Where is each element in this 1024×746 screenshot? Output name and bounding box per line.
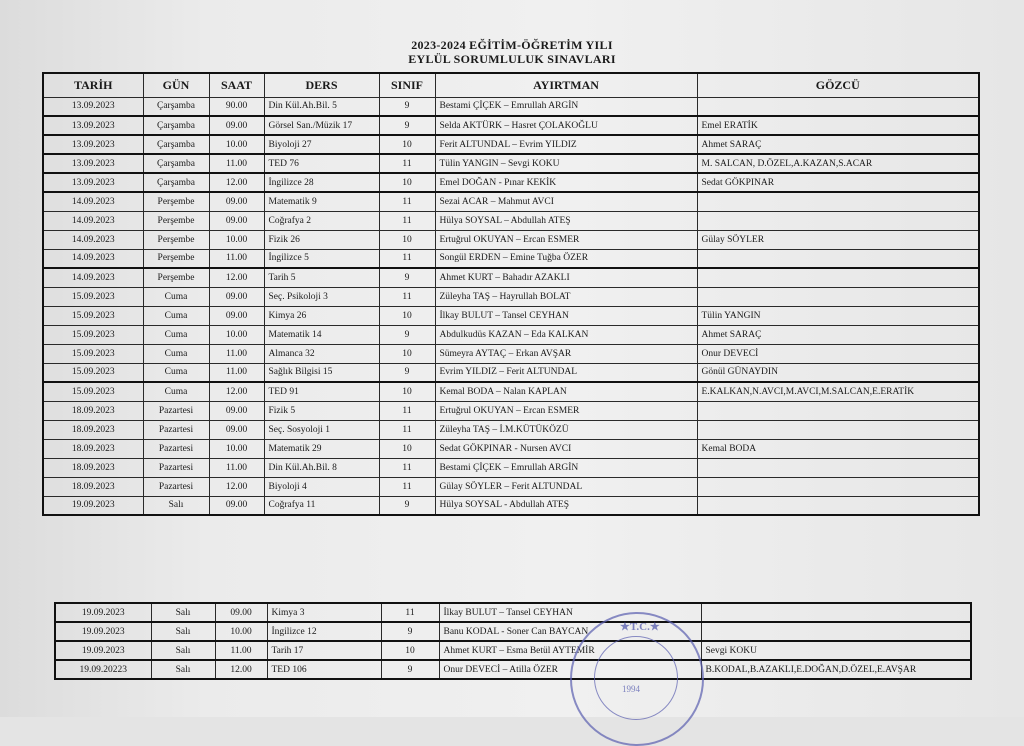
cell-gozcu xyxy=(697,496,979,515)
cell-saat: 09.00 xyxy=(209,287,264,306)
cell-saat: 09.00 xyxy=(209,211,264,230)
cell-gozcu: Sevgi KOKU xyxy=(701,641,971,660)
cell-sinif: 11 xyxy=(379,401,435,420)
cell-sinif: 11 xyxy=(379,458,435,477)
cell-ayirtman: Kemal BODA – Nalan KAPLAN xyxy=(435,382,697,401)
cell-gozcu: Ahmet SARAÇ xyxy=(697,135,979,154)
cell-tarih: 14.09.2023 xyxy=(43,230,143,249)
header-gun: GÜN xyxy=(143,73,209,97)
cell-gun: Perşembe xyxy=(143,211,209,230)
cell-tarih: 15.09.2023 xyxy=(43,306,143,325)
cell-sinif: 11 xyxy=(379,154,435,173)
cell-gun: Cuma xyxy=(143,287,209,306)
cell-gun: Cuma xyxy=(143,306,209,325)
cell-tarih: 13.09.2023 xyxy=(43,97,143,116)
cell-ayirtman: Züleyha TAŞ – Hayrullah BOLAT xyxy=(435,287,697,306)
cell-gun: Perşembe xyxy=(143,192,209,211)
cell-ders: TED 91 xyxy=(264,382,379,401)
cell-ayirtman: Züleyha TAŞ – İ.M.KÜTÜKÖZÜ xyxy=(435,420,697,439)
table-row xyxy=(43,344,979,363)
cell-ders: Tarih 17 xyxy=(267,641,381,660)
table-row xyxy=(43,268,979,287)
cell-sinif: 10 xyxy=(379,230,435,249)
cell-ayirtman: Songül ERDEN – Emine Tuğba ÖZER xyxy=(435,249,697,268)
cell-sinif: 10 xyxy=(379,439,435,458)
cell-gozcu xyxy=(697,287,979,306)
cell-saat: 10.00 xyxy=(209,439,264,458)
cell-sinif: 10 xyxy=(379,306,435,325)
cell-ders: Sağlık Bilgisi 15 xyxy=(264,363,379,382)
cell-saat: 11.00 xyxy=(215,641,267,660)
cell-gun: Salı xyxy=(151,622,215,641)
cell-saat: 10.00 xyxy=(209,325,264,344)
title-line-1: 2023-2024 EĞİTİM-ÖĞRETİM YILI xyxy=(411,38,613,52)
table-row xyxy=(43,173,979,192)
cell-gun: Cuma xyxy=(143,363,209,382)
cell-ders: Fizik 26 xyxy=(264,230,379,249)
table-row xyxy=(43,192,979,211)
cell-ders: Almanca 32 xyxy=(264,344,379,363)
cell-gozcu xyxy=(697,458,979,477)
cell-ayirtman: Hülya SOYSAL - Abdullah ATEŞ xyxy=(435,496,697,515)
table-row xyxy=(55,622,971,641)
cell-gun: Perşembe xyxy=(143,249,209,268)
table-row xyxy=(43,135,979,154)
cell-ayirtman: Abdulkudüs KAZAN – Eda KALKAN xyxy=(435,325,697,344)
cell-ders: Matematik 9 xyxy=(264,192,379,211)
cell-tarih: 13.09.2023 xyxy=(43,135,143,154)
cell-ders: TED 76 xyxy=(264,154,379,173)
cell-gun: Pazartesi xyxy=(143,401,209,420)
cell-saat: 11.00 xyxy=(209,363,264,382)
cell-ayirtman: Banu KODAL - Soner Can BAYCAN xyxy=(439,622,701,641)
cell-gozcu xyxy=(697,268,979,287)
cell-saat: 11.00 xyxy=(209,344,264,363)
cell-saat: 11.00 xyxy=(209,249,264,268)
cell-gozcu xyxy=(697,401,979,420)
cell-gun: Pazartesi xyxy=(143,439,209,458)
cell-ayirtman: Sezai ACAR – Mahmut AVCI xyxy=(435,192,697,211)
cell-gozcu xyxy=(697,477,979,496)
cell-tarih: 13.09.2023 xyxy=(43,116,143,135)
cell-saat: 09.00 xyxy=(209,306,264,325)
cell-ders: Seç. Sosyoloji 1 xyxy=(264,420,379,439)
cell-sinif: 11 xyxy=(379,477,435,496)
cell-ders: Matematik 14 xyxy=(264,325,379,344)
cell-ayirtman: İlkay BULUT – Tansel CEYHAN xyxy=(439,603,701,622)
cell-gun: Pazartesi xyxy=(143,458,209,477)
cell-gun: Salı xyxy=(143,496,209,515)
cell-saat: 12.00 xyxy=(209,477,264,496)
cell-tarih: 13.09.2023 xyxy=(43,154,143,173)
cell-gun: Çarşamba xyxy=(143,116,209,135)
cell-tarih: 19.09.2023 xyxy=(55,603,151,622)
exam-schedule-table xyxy=(42,72,980,516)
cell-ayirtman: İlkay BULUT – Tansel CEYHAN xyxy=(435,306,697,325)
cell-ayirtman: Emel DOĞAN - Pınar KEKİK xyxy=(435,173,697,192)
cell-sinif: 11 xyxy=(379,192,435,211)
cell-saat: 11.00 xyxy=(209,458,264,477)
table-row xyxy=(55,641,971,660)
cell-saat: 09.00 xyxy=(209,496,264,515)
cell-tarih: 15.09.2023 xyxy=(43,344,143,363)
cell-ders: İngilizce 28 xyxy=(264,173,379,192)
cell-tarih: 14.09.2023 xyxy=(43,268,143,287)
cell-ders: Fizik 5 xyxy=(264,401,379,420)
table-row xyxy=(43,420,979,439)
cell-gun: Çarşamba xyxy=(143,135,209,154)
cell-tarih: 18.09.2023 xyxy=(43,420,143,439)
cell-tarih: 15.09.2023 xyxy=(43,363,143,382)
cell-gun: Pazartesi xyxy=(143,477,209,496)
cell-tarih: 14.09.2023 xyxy=(43,211,143,230)
cell-tarih: 13.09.2023 xyxy=(43,173,143,192)
table-row xyxy=(43,249,979,268)
table-row xyxy=(55,603,971,622)
table-row xyxy=(43,211,979,230)
cell-saat: 09.00 xyxy=(215,603,267,622)
cell-tarih: 15.09.2023 xyxy=(43,325,143,344)
table-row xyxy=(43,477,979,496)
cell-ayirtman: Evrim YILDIZ – Ferit ALTUNDAL xyxy=(435,363,697,382)
cell-saat: 09.00 xyxy=(209,116,264,135)
cell-saat: 10.00 xyxy=(209,135,264,154)
cell-ayirtman: Onur DEVECİ – Atilla ÖZER xyxy=(439,660,701,679)
cell-gun: Cuma xyxy=(143,382,209,401)
cell-ayirtman: Gülay SÖYLER – Ferit ALTUNDAL xyxy=(435,477,697,496)
cell-tarih: 19.09.2023 xyxy=(55,641,151,660)
cell-sinif: 11 xyxy=(379,287,435,306)
table-row xyxy=(43,401,979,420)
cell-ayirtman: Ahmet KURT – Esma Betül AYTEMİR xyxy=(439,641,701,660)
cell-saat: 10.00 xyxy=(209,230,264,249)
cell-ders: Din Kül.Ah.Bil. 5 xyxy=(264,97,379,116)
table-row xyxy=(43,439,979,458)
cell-tarih: 14.09.2023 xyxy=(43,249,143,268)
cell-gozcu xyxy=(697,420,979,439)
cell-sinif: 10 xyxy=(379,135,435,154)
cell-saat: 09.00 xyxy=(209,401,264,420)
cell-gun: Salı xyxy=(151,603,215,622)
table-row xyxy=(43,154,979,173)
cell-gozcu: Kemal BODA xyxy=(697,439,979,458)
title-line-2: EYLÜL SORUMLULUK SINAVLARI xyxy=(408,52,616,66)
cell-ayirtman: Ertuğrul OKUYAN – Ercan ESMER xyxy=(435,401,697,420)
cell-sinif: 10 xyxy=(381,641,439,660)
cell-ders: Kimya 3 xyxy=(267,603,381,622)
table-row xyxy=(43,97,979,116)
table-row xyxy=(43,230,979,249)
cell-sinif: 9 xyxy=(379,97,435,116)
cell-ders: Matematik 29 xyxy=(264,439,379,458)
cell-ders: Coğrafya 11 xyxy=(264,496,379,515)
cell-ders: Tarih 5 xyxy=(264,268,379,287)
cell-gun: Cuma xyxy=(143,344,209,363)
table-row xyxy=(43,116,979,135)
cell-ayirtman: Tülin YANGIN – Sevgi KOKU xyxy=(435,154,697,173)
cell-gozcu: Ahmet SARAÇ xyxy=(697,325,979,344)
stamp-year: 1994 xyxy=(622,684,640,694)
cell-gozcu: B.KODAL,B.AZAKLI,E.DOĞAN,D.ÖZEL,E.AVŞAR xyxy=(701,660,971,679)
cell-ders: Coğrafya 2 xyxy=(264,211,379,230)
cell-ayirtman: Ertuğrul OKUYAN – Ercan ESMER xyxy=(435,230,697,249)
cell-ders: Görsel San./Müzik 17 xyxy=(264,116,379,135)
cell-sinif: 9 xyxy=(381,660,439,679)
cell-ders: Biyoloji 27 xyxy=(264,135,379,154)
header-ayirtman: AYIRTMAN xyxy=(435,73,697,97)
table-body xyxy=(43,97,979,515)
cell-ayirtman: Ferit ALTUNDAL – Evrim YILDIZ xyxy=(435,135,697,154)
cell-tarih: 18.09.2023 xyxy=(43,439,143,458)
cell-gun: Salı xyxy=(151,641,215,660)
cell-tarih: 19.09.2023 xyxy=(43,496,143,515)
table-row xyxy=(43,382,979,401)
cell-gun: Salı xyxy=(151,660,215,679)
cell-saat: 12.00 xyxy=(209,268,264,287)
official-stamp xyxy=(570,612,704,746)
cell-saat: 12.00 xyxy=(215,660,267,679)
cell-gozcu: Emel ERATİK xyxy=(697,116,979,135)
cell-ders: Din Kül.Ah.Bil. 8 xyxy=(264,458,379,477)
table-row xyxy=(43,306,979,325)
header-gozcu: GÖZCÜ xyxy=(697,73,979,97)
cell-tarih: 14.09.2023 xyxy=(43,192,143,211)
cell-ayirtman: Ahmet KURT – Bahadır AZAKLI xyxy=(435,268,697,287)
cell-gozcu: Onur DEVECİ xyxy=(697,344,979,363)
cell-saat: 12.00 xyxy=(209,382,264,401)
cell-ayirtman: Bestami ÇİÇEK – Emrullah ARGİN xyxy=(435,97,697,116)
cell-gozcu xyxy=(697,211,979,230)
cell-sinif: 11 xyxy=(379,249,435,268)
stamp-tc: ★T.C.★ xyxy=(620,621,660,633)
cell-gun: Pazartesi xyxy=(143,420,209,439)
cell-ders: İngilizce 12 xyxy=(267,622,381,641)
cell-tarih: 15.09.2023 xyxy=(43,382,143,401)
header-saat: SAAT xyxy=(209,73,264,97)
cell-gozcu xyxy=(697,97,979,116)
cell-gun: Çarşamba xyxy=(143,173,209,192)
cell-tarih: 18.09.2023 xyxy=(43,477,143,496)
cell-gun: Çarşamba xyxy=(143,154,209,173)
cell-ders: İngilizce 5 xyxy=(264,249,379,268)
cell-tarih: 18.09.2023 xyxy=(43,458,143,477)
cell-sinif: 9 xyxy=(379,496,435,515)
table-header-row xyxy=(43,73,979,97)
cell-gozcu xyxy=(701,622,971,641)
cell-ayirtman: Sedat GÖKPINAR - Nursen AVCI xyxy=(435,439,697,458)
cell-tarih: 19.09.2023 xyxy=(55,622,151,641)
cell-saat: 09.00 xyxy=(209,192,264,211)
table-row xyxy=(43,496,979,515)
cell-ayirtman: Hülya SOYSAL – Abdullah ATEŞ xyxy=(435,211,697,230)
cell-sinif: 11 xyxy=(381,603,439,622)
cell-gozcu: Sedat GÖKPINAR xyxy=(697,173,979,192)
cell-tarih: 15.09.2023 xyxy=(43,287,143,306)
table-row xyxy=(43,363,979,382)
cell-gozcu xyxy=(697,249,979,268)
cell-ders: TED 106 xyxy=(267,660,381,679)
table-row xyxy=(43,458,979,477)
stamp-inner-ring xyxy=(594,636,678,720)
cell-gozcu: E.KALKAN,N.AVCI,M.AVCI,M.SALCAN,E.ERATİK xyxy=(697,382,979,401)
cell-tarih: 19.09.20223 xyxy=(55,660,151,679)
cell-sinif: 10 xyxy=(379,382,435,401)
cell-sinif: 9 xyxy=(379,116,435,135)
cell-ders: Biyoloji 4 xyxy=(264,477,379,496)
cell-saat: 11.00 xyxy=(209,154,264,173)
cell-gun: Çarşamba xyxy=(143,97,209,116)
cell-gozcu: M. SALCAN, D.ÖZEL,A.KAZAN,S.ACAR xyxy=(697,154,979,173)
cell-saat: 10.00 xyxy=(215,622,267,641)
cell-gozcu: Gönül GÜNAYDIN xyxy=(697,363,979,382)
cell-gun: Perşembe xyxy=(143,230,209,249)
header-ders: DERS xyxy=(264,73,379,97)
cell-sinif: 11 xyxy=(379,420,435,439)
cell-sinif: 10 xyxy=(379,173,435,192)
cell-sinif: 11 xyxy=(379,211,435,230)
cell-saat: 12.00 xyxy=(209,173,264,192)
header-sinif: SINIF xyxy=(379,73,435,97)
cell-sinif: 10 xyxy=(379,344,435,363)
cell-ayirtman: Bestami ÇİÇEK – Emrullah ARGİN xyxy=(435,458,697,477)
cell-ders: Kimya 26 xyxy=(264,306,379,325)
cell-gozcu xyxy=(701,603,971,622)
table-row xyxy=(55,660,971,679)
cell-ayirtman: Sümeyra AYTAÇ – Erkan AVŞAR xyxy=(435,344,697,363)
exam-schedule-table-continued xyxy=(54,602,972,680)
header-tarih: TARİH xyxy=(43,73,143,97)
cell-sinif: 9 xyxy=(379,268,435,287)
cell-sinif: 9 xyxy=(381,622,439,641)
cell-ayirtman: Selda AKTÜRK – Hasret ÇOLAKOĞLU xyxy=(435,116,697,135)
cell-ders: Seç. Psikoloji 3 xyxy=(264,287,379,306)
cell-tarih: 18.09.2023 xyxy=(43,401,143,420)
cell-saat: 90.00 xyxy=(209,97,264,116)
cell-sinif: 9 xyxy=(379,363,435,382)
table-row xyxy=(43,325,979,344)
cell-sinif: 9 xyxy=(379,325,435,344)
cell-gozcu: Gülay SÖYLER xyxy=(697,230,979,249)
cell-gozcu xyxy=(697,192,979,211)
cell-gun: Perşembe xyxy=(143,268,209,287)
cell-saat: 09.00 xyxy=(209,420,264,439)
cell-gozcu: Tülin YANGIN xyxy=(697,306,979,325)
cell-gun: Cuma xyxy=(143,325,209,344)
table-row xyxy=(43,287,979,306)
table-body-continued xyxy=(55,603,971,679)
